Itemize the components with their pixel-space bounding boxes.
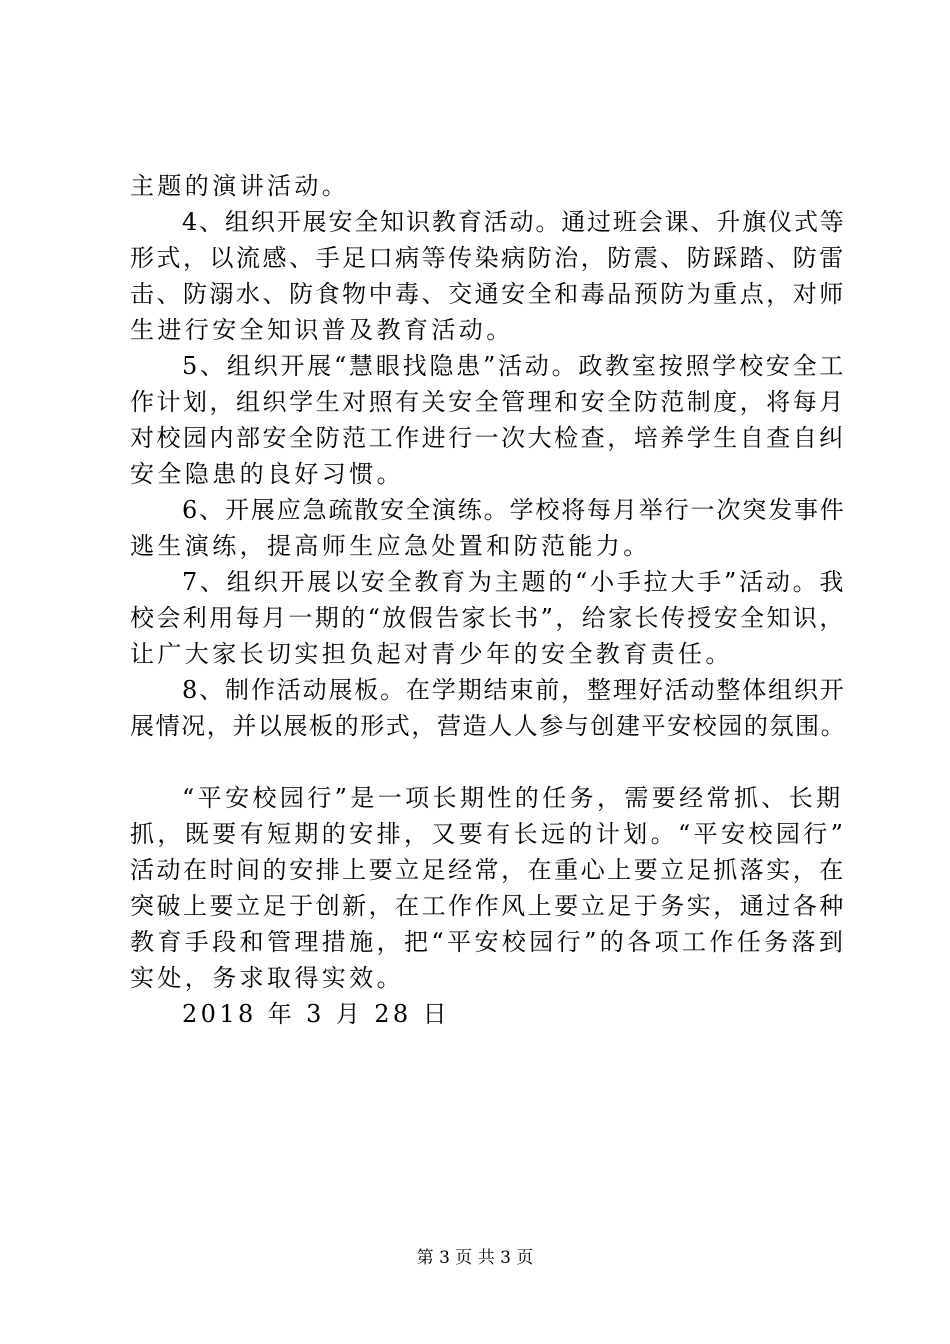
date-line: 2018 年 3 月 28 日 <box>182 1000 451 1028</box>
paragraph-line: 击、防溺水、防食物中毒、交通安全和毒品预防为重点，对师 <box>130 280 846 308</box>
paragraph-line: 让广大家长切实担负起对青少年的安全教育责任。 <box>130 640 733 668</box>
paragraph-line: 生进行安全知识普及教育活动。 <box>130 316 514 344</box>
paragraph-line: 展情况，并以展板的形式，营造人人参与创建平安校园的氛围。 <box>130 712 847 740</box>
closing-line: 突破上要立足于创新，在工作作风上要立足于务实，通过各种 <box>130 892 846 920</box>
paragraph-line: 安全隐患的良好习惯。 <box>130 460 404 488</box>
paragraph-line: 校会利用每月一期的“放假告家长书”，给家长传授安全知识， <box>130 604 846 632</box>
closing-line: 抓，既要有短期的安排，又要有长远的计划。“平安校园行” <box>130 820 847 848</box>
page-number-footer: 第 3 页 共 3 页 <box>416 1248 534 1268</box>
paragraph-line: 4、组织开展安全知识教育活动。通过班会课、升旗仪式等 <box>182 208 846 236</box>
paragraph-line: 作计划，组织学生对照有关安全管理和安全防范制度，将每月 <box>130 388 846 416</box>
closing-line: “平安校园行”是一项长期性的任务，需要经常抓、长期 <box>182 784 844 812</box>
closing-line: 实处，务求取得实效。 <box>130 964 404 992</box>
paragraph-line: 6、开展应急疏散安全演练。学校将每月举行一次突发事件 <box>182 496 846 524</box>
paragraph-line: 8、制作活动展板。在学期结束前，整理好活动整体组织开 <box>182 676 846 704</box>
paragraph-line: 7、组织开展以安全教育为主题的“小手拉大手”活动。我 <box>182 568 847 596</box>
closing-line: 活动在时间的安排上要立足经常，在重心上要立足抓落实，在 <box>130 856 846 884</box>
paragraph-line: 主题的演讲活动。 <box>130 172 350 200</box>
paragraph-line: 5、组织开展“慧眼找隐患”活动。政教室按照学校安全工 <box>182 352 847 380</box>
document-body <box>130 168 846 1032</box>
paragraph-line: 对校园内部安全防范工作进行一次大检查，培养学生自查自纠 <box>130 424 846 452</box>
closing-line: 教育手段和管理措施，把“平安校园行”的各项工作任务落到 <box>130 928 847 956</box>
blank-line <box>130 744 846 780</box>
paragraph-line: 逃生演练，提高师生应急处置和防范能力。 <box>130 532 651 560</box>
paragraph-line: 形式，以流感、手足口病等传染病防治，防震、防踩踏、防雷 <box>130 244 846 272</box>
